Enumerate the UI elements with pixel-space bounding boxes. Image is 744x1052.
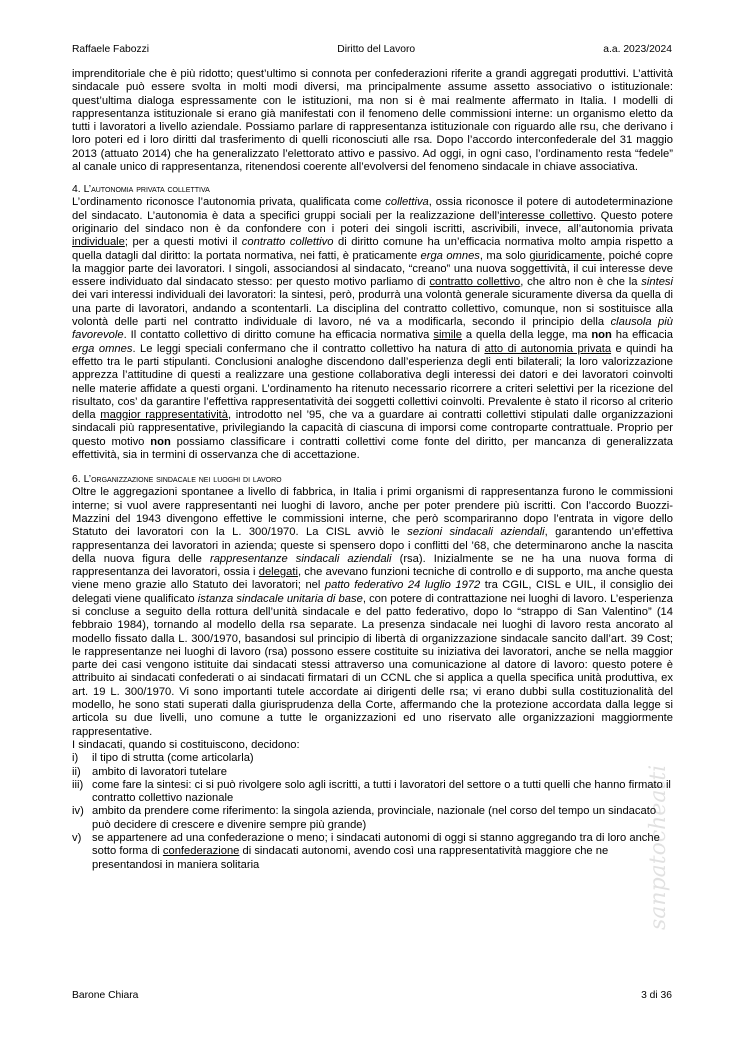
text-run: di sindacati autonomi, avendo così una rappresentatività maggiore che ne presentandosi in maniera solitaria [92, 845, 609, 871]
list-item-text [92, 832, 673, 872]
section-title: L’organizzazione sindacale nei luoghi di lavoro [83, 474, 282, 486]
section-heading-4 [72, 183, 673, 196]
text-run: ha efficacia [611, 329, 674, 342]
text-run: (rsa). Inizialmente se ne ha una nuova forma di rappresentanza dei lavoratori, ossia i [72, 552, 673, 579]
underlined-term: giuridicamente [529, 249, 603, 262]
italic-text: sintesi [641, 276, 673, 289]
header-course: Diritto del Lavoro [337, 44, 416, 55]
italic-text: clausola più favorevole [72, 316, 673, 342]
list-item [72, 779, 673, 806]
text-run: , garantendo un’effettiva rappresentanza dei lavoratori in azienda; queste si spensero dopo i conflitti del ’68, che determinarono anche la nascita della nuova figura delle [72, 526, 674, 565]
text-run: a quella della legge, ma [461, 329, 592, 342]
underlined-term: delegati [258, 566, 298, 579]
italic-text: contratto collettivo [241, 236, 334, 249]
list-item [72, 752, 673, 765]
text-run: , introdotto nel ’95, che va a guardare ai contratti collettivi stipulati dalle organizzazioni sindacali più rappresentative, privilegiando la capacità di ciascuna di imporsi come controparte contrattuale. Proprio per questo motivo [72, 409, 673, 448]
italic-text: erga omnes [420, 249, 480, 262]
text-run: L’ordinamento riconosce l’autonomia privata, qualificata come [72, 196, 386, 209]
list-item [72, 805, 673, 832]
text-run: , che altro non è che la [520, 276, 642, 289]
list-item-text: ambito da prendere come riferimento: la singola azienda, provinciale, nazionale (nel corso del tempo un sindacato può decidere di crescere e divenire sempre più grande) [92, 805, 657, 831]
text-run: . Le leggi speciali confermano che il contratto collettivo ha natura di [132, 342, 485, 355]
underlined-term: individuale [72, 236, 125, 249]
text-run: , poiché copre la maggior parte dei lavoratori. I singoli, associandosi al sindacato, “creano” una nuova soggettività, il cui interesse deve essere individuato dal sindacato stesso: per questo motivo parliamo di [72, 249, 673, 289]
underlined-term: interesse collettivo [499, 209, 593, 222]
text-run: tra CGIL, CISL e UIL, il consiglio dei delegati viene qualificato [72, 579, 673, 605]
footer-name: Barone Chiara [72, 990, 139, 1001]
section-number: 6. [72, 474, 84, 486]
section-number: 4. [72, 184, 84, 196]
underlined-term: atto di autonomia privata [484, 342, 612, 355]
text-run: imprenditoriale che è più ridotto; quest’ultimo si connota per confederazioni riferite a grandi aggregati produttivi. L’attività sindacale può essere svolta in molti modi diversi, ma principalmente assume assetto associativo o istituzionale: quest’ultima dialoga espressamente con le istituzioni, ma non si è mai realmente affermato in Italia. I modelli di rappresentanza istituzionale si erano già manifestati con il fenomeno delle commissioni interne: un organismo eletto da tutti i lavoratori a livello aziendale. Possiamo parlare di rappresentanza istituzionale con riguardo alle rsu, che derivano i loro poteri ed i loro diritti dal trasferimento di quelli riconosciuti alle rsa. Dopo l’accordo interconfederale del 31 maggio 2013 (attuato 2014) che ha generalizzato l’elettorato attivo e passivo. Ad oggi, in ogni caso, l’ordinamento resta “fedele” al canale unico di rappresentanza, ritenendosi coerente all’evolversi del fenomeno sindacale in chiave associativa. [72, 68, 673, 174]
header-year: a.a. 2023/2024 [603, 44, 672, 55]
underlined-term: confederazione [162, 845, 240, 858]
text-run: possiamo classificare i contratti collettivi come fonte del diritto, per mancanza di generalizzata effettività, sia in termini di osservanza che di accettazione. [72, 435, 673, 462]
page-footer [72, 990, 672, 1002]
list-item-text: il tipo di strutta (come articolarla) [92, 752, 254, 765]
paragraph-organizzazione [72, 486, 673, 739]
underlined-term: simile [433, 329, 462, 342]
list-item-number: ii) [72, 765, 81, 778]
section-heading-6 [72, 473, 673, 486]
italic-text: istanza sindacale unitaria di base [197, 592, 363, 605]
underlined-term: contratto collettivo [429, 276, 521, 289]
list-item-text: come fare la sintesi: ci si può rivolgere solo agli iscritti, a tutti i lavoratori del settore o a tutti quelli che hanno firmato il contratto collettivo nazionale [92, 778, 671, 805]
decision-list [72, 752, 673, 872]
text-run: . Il contatto collettivo di diritto comune ha efficacia normativa [123, 329, 434, 342]
list-intro: I sindacati, quando si costituiscono, decidono: [72, 738, 300, 751]
text-run: dei vari interessi individuali dei lavoratori: la sintesi, però, produrrà una volontà generale sicuramente diversa da quella di una parte di lavoratori, andando a scontentarli. La disciplina del contratto collettivo, comunque, non si sostituisce alla volontà delle parti nel contratto individuale di lavoro, né va a modificarla, secondo il principio della [72, 289, 673, 329]
page-number: 3 di 36 [641, 990, 672, 1001]
list-item [72, 832, 673, 872]
text-run: . Questo potere originario del sindaco non è da confondere con i poteri dei singoli iscritti, ascrivibili, invece, all’autonomia privata [72, 209, 673, 235]
italic-text: sezioni sindacali aziendali [407, 526, 545, 539]
text-run: di diritto comune ha un’efficacia normativa molto ampia rispetto a quella datagli dal diritto: la portata normativa, nei fatti, è praticamente [72, 236, 673, 262]
text-run: ; per a questi motivi il [124, 236, 242, 249]
list-item-text: ambito di lavoratori tutelare [92, 765, 227, 778]
page-body [72, 68, 673, 872]
list-item [72, 766, 673, 779]
text-run: e quindi ha effetto tra le parti stipulanti. Conclusioni analoghe discendono dall’esperienza degli enti bilaterali; la loro valorizzazione apprezza l’attitudine di questi a realizzare una gestione collaborativa degli interessi dei datori e dei lavoratori coinvolti nelle materie affidate a questi organi. L’ordinamento ha ritenuto necessario ricorrere a criteri selettivi per la ricezione del risultato, cos’ da garantire l’effettiva rappresentatività dei soggetti collettivi coinvolti. Prevalente è stato il ricorso al criterio della [72, 342, 673, 422]
italic-text: rappresentanze sindacali aziendali [209, 552, 392, 565]
list-item-number: v) [72, 832, 82, 845]
bold-text: non [150, 435, 171, 448]
paragraph-autonomia [72, 196, 673, 462]
bold-text: non [591, 329, 612, 342]
list-item-number: i) [72, 752, 79, 765]
text-run: se appartenere ad una confederazione o meno; i sindacati autonomi di oggi si stanno aggregando tra di loro anche sotto forma di [92, 832, 660, 858]
page-header [72, 44, 672, 56]
text-run: , con potere di contrattazione nei luoghi di lavoro. L’esperienza si concluse a seguito della rottura dell’unità sindacale e del patto federativo, dopo lo “strappo di San Valentino” (14 febbraio 1984), tornando al modello della rsa separate. La presenza sindacale nei luoghi di lavoro resta ancorato al modello fissato dalla L. 300/1970, basandosi sul principio di libertà di organizzazione sindacale sancito dall’art. 39 Cost; le rappresentanze nei luoghi di lavoro (rsa) possono essere costituite su iniziativa dei lavoratori, anche se nella maggior parte dei casi vengono istituite dai sindacati stessi attraverso una comunicazione al datore di lavoro: questo potere è attribuito ai sindacati confederati o ai sindacati firmatari di un CCNL che si applica a quella specifica unità produttiva, ex art. 19 L. 300/1970. Vi sono importanti tutele accordate ai dirigenti delle rsa; vi erano dubbi sulla costituzionalità del modello, he sono stati superati dalla giurisprudenza della Corte, affermando che la protezione accordata dalla legge si articola su due livelli, uno comune a tutte le organizzazioni ed uno riservato alle organizzazioni maggiormente rappresentative. [72, 592, 673, 738]
text-run: , ossia riconosce il potere di autodeterminazione del sindacato. L’autonomia è data a specifici gruppi sociali per la realizzazione dell’ [72, 196, 673, 222]
underlined-term: maggior rappresentatività [100, 409, 229, 422]
italic-text: collettiva [385, 196, 429, 209]
italic-text: patto federativo 24 luglio 1972 [324, 579, 481, 592]
paragraph-intro [72, 68, 673, 174]
text-run: , che avevano funzioni tecniche di controllo e di supporto, ma anche questa viene meno grazie allo Statuto dei lavoratori; nel [72, 566, 673, 592]
text-run: Oltre le aggregazioni spontanee a livello di fabbrica, in Italia i primi organismi di rappresentanza furono le commissioni interne; si vuol avere rappresentanti nei luoghi di lavoro, anche per poter prendere più iscritti. Con l’accordo Buozzi-Mazzini del 1943 divengono effettive le commissioni interne, che però scompariranno dopo l’entrata in vigore dello Statuto dei lavoratori con la L. 300/1970. La CISL avviò le [72, 486, 673, 539]
header-author: Raffaele Fabozzi [72, 44, 150, 55]
section-title: L’autonomia privata collettiva [83, 184, 210, 196]
list-item-number: iv) [72, 805, 84, 818]
italic-text: erga omnes [72, 342, 133, 355]
list-item-number: iii) [72, 778, 84, 791]
text-run: , ma solo [479, 249, 530, 262]
watermark-text: sanpatocheatti [646, 764, 671, 930]
